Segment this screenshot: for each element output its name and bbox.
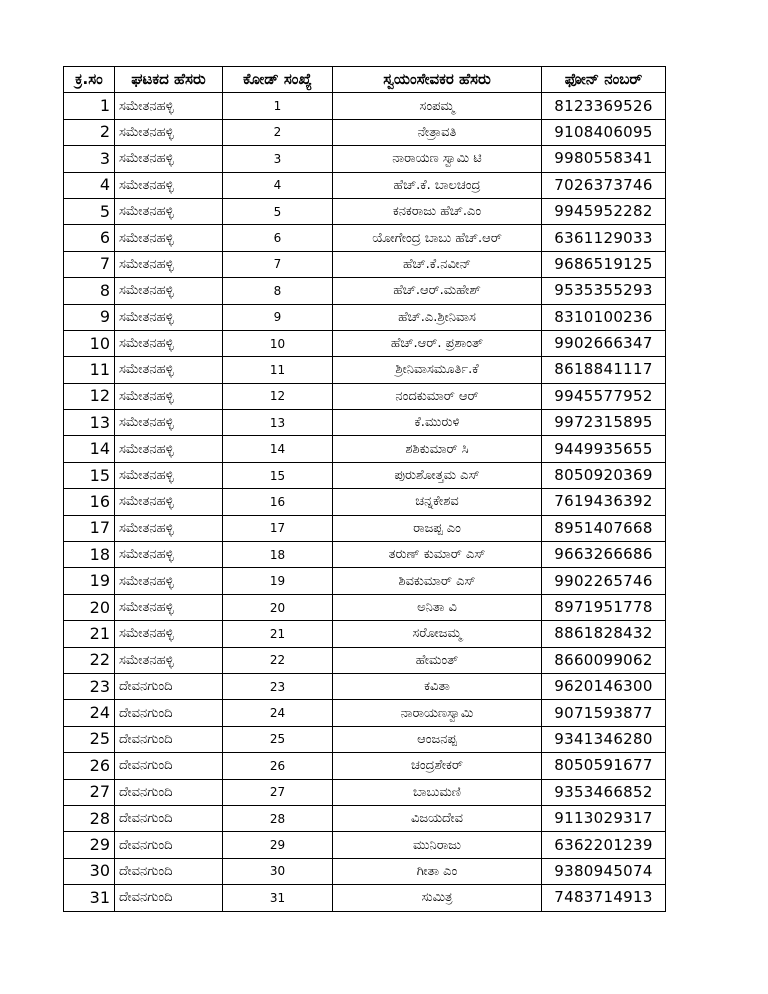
serial-number-cell: 29: [64, 832, 115, 858]
phone-number-cell: 9449935655: [542, 436, 666, 462]
phone-number-cell: 8123369526: [542, 93, 666, 119]
volunteer-name-cell: ವಿಜಯದೇವ: [333, 805, 542, 831]
volunteer-name-cell: ಅನಿತಾ ವಿ: [333, 594, 542, 620]
table-row: [64, 330, 666, 356]
volunteer-name-cell: ಬಾಬುಮಣಿ: [333, 779, 542, 805]
table-row: [64, 621, 666, 647]
code-number-cell: 28: [223, 805, 333, 831]
code-number-cell: 24: [223, 700, 333, 726]
table-row: [64, 885, 666, 911]
table-row: [64, 515, 666, 541]
table-row: [64, 673, 666, 699]
serial-number-cell: 5: [64, 198, 115, 224]
unit-name-cell: ಸಮೇತನಹಳ್ಳಿ: [115, 410, 223, 436]
code-number-cell: 11: [223, 357, 333, 383]
code-number-cell: 5: [223, 198, 333, 224]
unit-name-cell: ಸಮೇತನಹಳ್ಳಿ: [115, 330, 223, 356]
table-row: [64, 858, 666, 884]
table-row: [64, 278, 666, 304]
table-header-row: [64, 67, 666, 93]
code-number-cell: 8: [223, 278, 333, 304]
volunteer-name-cell: ಶ್ರೀನಿವಾಸಮೂರ್ತಿ.ಕೆ: [333, 357, 542, 383]
serial-number-cell: 8: [64, 278, 115, 304]
code-number-cell: 15: [223, 462, 333, 488]
unit-name-cell: ಸಮೇತನಹಳ್ಳಿ: [115, 119, 223, 145]
code-number-cell: 9: [223, 304, 333, 330]
phone-number-cell: 9972315895: [542, 410, 666, 436]
phone-number-cell: 8660099062: [542, 647, 666, 673]
table-row: [64, 119, 666, 145]
table-row: [64, 489, 666, 515]
table-row: [64, 251, 666, 277]
code-number-cell: 17: [223, 515, 333, 541]
serial-number-cell: 23: [64, 673, 115, 699]
serial-number-cell: 24: [64, 700, 115, 726]
header-serial-number: ಕ್ರ.ಸಂ: [64, 67, 115, 93]
volunteer-name-cell: ಚಂದ್ರಶೇಕರ್: [333, 753, 542, 779]
phone-number-cell: 9071593877: [542, 700, 666, 726]
table-row: [64, 304, 666, 330]
serial-number-cell: 6: [64, 225, 115, 251]
volunteer-name-cell: ಹೆಚ್.ಕೆ.ನವೀನ್: [333, 251, 542, 277]
phone-number-cell: 9902666347: [542, 330, 666, 356]
unit-name-cell: ದೇವನಗುಂದಿ: [115, 779, 223, 805]
header-code-number: ಕೋಡ್ ಸಂಖ್ಯೆ: [223, 67, 333, 93]
volunteer-name-cell: ಹೆಚ್.ಆರ್. ಪ್ರಶಾಂತ್: [333, 330, 542, 356]
phone-number-cell: 8050591677: [542, 753, 666, 779]
phone-number-cell: 7483714913: [542, 885, 666, 911]
serial-number-cell: 31: [64, 885, 115, 911]
volunteer-name-cell: ಹೆಚ್.ಎ.ಶ್ರೀನಿವಾಸ: [333, 304, 542, 330]
phone-number-cell: 8951407668: [542, 515, 666, 541]
volunteer-name-cell: ಆಂಜನಪ್ಪ: [333, 726, 542, 752]
volunteer-name-cell: ಹೇಮಂತ್: [333, 647, 542, 673]
code-number-cell: 4: [223, 172, 333, 198]
code-number-cell: 27: [223, 779, 333, 805]
phone-number-cell: 7026373746: [542, 172, 666, 198]
unit-name-cell: ಸಮೇತನಹಳ್ಳಿ: [115, 278, 223, 304]
volunteer-name-cell: ಕೆ.ಮುರುಳಿ: [333, 410, 542, 436]
table-row: [64, 225, 666, 251]
table-row: [64, 93, 666, 119]
unit-name-cell: ದೇವನಗುಂದಿ: [115, 726, 223, 752]
header-unit-name: ಘಟಕದ ಹೆಸರು: [115, 67, 223, 93]
code-number-cell: 16: [223, 489, 333, 515]
unit-name-cell: ಸಮೇತನಹಳ್ಳಿ: [115, 251, 223, 277]
table-row: [64, 172, 666, 198]
phone-number-cell: 8050920369: [542, 462, 666, 488]
serial-number-cell: 17: [64, 515, 115, 541]
phone-number-cell: 9945577952: [542, 383, 666, 409]
unit-name-cell: ಸಮೇತನಹಳ್ಳಿ: [115, 198, 223, 224]
code-number-cell: 23: [223, 673, 333, 699]
serial-number-cell: 9: [64, 304, 115, 330]
unit-name-cell: ಸಮೇತನಹಳ್ಳಿ: [115, 515, 223, 541]
serial-number-cell: 18: [64, 542, 115, 568]
phone-number-cell: 9686519125: [542, 251, 666, 277]
volunteer-name-cell: ಚನ್ನಕೇಶವ: [333, 489, 542, 515]
volunteer-name-cell: ನಂದಕುಮಾರ್ ಆರ್: [333, 383, 542, 409]
phone-number-cell: 9535355293: [542, 278, 666, 304]
code-number-cell: 10: [223, 330, 333, 356]
phone-number-cell: 8310100236: [542, 304, 666, 330]
serial-number-cell: 11: [64, 357, 115, 383]
code-number-cell: 30: [223, 858, 333, 884]
volunteer-name-cell: ಸರೋಜಮ್ಮ: [333, 621, 542, 647]
header-volunteer-name: ಸ್ವಯಂಸೇವಕರ ಹೆಸರು: [333, 67, 542, 93]
serial-number-cell: 30: [64, 858, 115, 884]
volunteer-name-cell: ನಾರಾಯಣ ಸ್ವಾಮಿ ಟಿ: [333, 146, 542, 172]
unit-name-cell: ಸಮೇತನಹಳ್ಳಿ: [115, 621, 223, 647]
phone-number-cell: 9945952282: [542, 198, 666, 224]
table-row: [64, 832, 666, 858]
unit-name-cell: ದೇವನಗುಂದಿ: [115, 700, 223, 726]
volunteer-name-cell: ಕನಕರಾಜು ಹೆಚ್.ಎಂ: [333, 198, 542, 224]
table-row: [64, 357, 666, 383]
unit-name-cell: ಸಮೇತನಹಳ್ಳಿ: [115, 304, 223, 330]
phone-number-cell: 9108406095: [542, 119, 666, 145]
phone-number-cell: 8618841117: [542, 357, 666, 383]
serial-number-cell: 3: [64, 146, 115, 172]
serial-number-cell: 1: [64, 93, 115, 119]
unit-name-cell: ಸಮೇತನಹಳ್ಳಿ: [115, 225, 223, 251]
serial-number-cell: 15: [64, 462, 115, 488]
volunteer-name-cell: ಮುನಿರಾಜು: [333, 832, 542, 858]
unit-name-cell: ಸಮೇತನಹಳ್ಳಿ: [115, 172, 223, 198]
serial-number-cell: 22: [64, 647, 115, 673]
volunteer-name-cell: ಹೆಚ್.ಆರ್.ಮಹೇಶ್: [333, 278, 542, 304]
code-number-cell: 13: [223, 410, 333, 436]
table-row: [64, 805, 666, 831]
code-number-cell: 2: [223, 119, 333, 145]
code-number-cell: 29: [223, 832, 333, 858]
serial-number-cell: 20: [64, 594, 115, 620]
phone-number-cell: 8971951778: [542, 594, 666, 620]
code-number-cell: 20: [223, 594, 333, 620]
code-number-cell: 6: [223, 225, 333, 251]
serial-number-cell: 21: [64, 621, 115, 647]
unit-name-cell: ಸಮೇತನಹಳ್ಳಿ: [115, 436, 223, 462]
code-number-cell: 3: [223, 146, 333, 172]
phone-number-cell: 9980558341: [542, 146, 666, 172]
unit-name-cell: ದೇವನಗುಂದಿ: [115, 885, 223, 911]
unit-name-cell: ದೇವನಗುಂದಿ: [115, 858, 223, 884]
code-number-cell: 26: [223, 753, 333, 779]
unit-name-cell: ಸಮೇತನಹಳ್ಳಿ: [115, 489, 223, 515]
serial-number-cell: 7: [64, 251, 115, 277]
unit-name-cell: ದೇವನಗುಂದಿ: [115, 832, 223, 858]
unit-name-cell: ಸಮೇತನಹಳ್ಳಿ: [115, 647, 223, 673]
volunteer-name-cell: ಪುರುಶೋತ್ತಮ ಎಸ್: [333, 462, 542, 488]
table-row: [64, 198, 666, 224]
code-number-cell: 7: [223, 251, 333, 277]
table-row: [64, 700, 666, 726]
code-number-cell: 1: [223, 93, 333, 119]
phone-number-cell: 9341346280: [542, 726, 666, 752]
code-number-cell: 12: [223, 383, 333, 409]
volunteer-table-page: [63, 66, 665, 912]
table-row: [64, 568, 666, 594]
unit-name-cell: ಸಮೇತನಹಳ್ಳಿ: [115, 383, 223, 409]
volunteer-name-cell: ಯೋಗೇಂದ್ರ ಬಾಬು ಹೆಚ್.ಆರ್: [333, 225, 542, 251]
serial-number-cell: 25: [64, 726, 115, 752]
volunteer-table: [63, 66, 666, 912]
serial-number-cell: 2: [64, 119, 115, 145]
code-number-cell: 18: [223, 542, 333, 568]
code-number-cell: 21: [223, 621, 333, 647]
header-phone-number: ಫೋನ್ ನಂಬರ್: [542, 67, 666, 93]
volunteer-name-cell: ಶಿವಕುಮಾರ್ ಎಸ್: [333, 568, 542, 594]
table-row: [64, 436, 666, 462]
volunteer-name-cell: ತರುಣ್ ಕುಮಾರ್ ಎಸ್: [333, 542, 542, 568]
phone-number-cell: 9113029317: [542, 805, 666, 831]
table-row: [64, 647, 666, 673]
phone-number-cell: 7619436392: [542, 489, 666, 515]
phone-number-cell: 9902265746: [542, 568, 666, 594]
table-row: [64, 146, 666, 172]
phone-number-cell: 9380945074: [542, 858, 666, 884]
phone-number-cell: 9663266686: [542, 542, 666, 568]
serial-number-cell: 12: [64, 383, 115, 409]
unit-name-cell: ಸಮೇತನಹಳ್ಳಿ: [115, 594, 223, 620]
serial-number-cell: 16: [64, 489, 115, 515]
unit-name-cell: ಸಮೇತನಹಳ್ಳಿ: [115, 462, 223, 488]
serial-number-cell: 28: [64, 805, 115, 831]
unit-name-cell: ಸಮೇತನಹಳ್ಳಿ: [115, 568, 223, 594]
code-number-cell: 31: [223, 885, 333, 911]
volunteer-name-cell: ನೇತ್ರಾವತಿ: [333, 119, 542, 145]
serial-number-cell: 26: [64, 753, 115, 779]
unit-name-cell: ದೇವನಗುಂದಿ: [115, 673, 223, 699]
unit-name-cell: ಸಮೇತನಹಳ್ಳಿ: [115, 357, 223, 383]
table-row: [64, 410, 666, 436]
volunteer-name-cell: ನಾರಾಯಣಸ್ವಾಮಿ: [333, 700, 542, 726]
code-number-cell: 25: [223, 726, 333, 752]
volunteer-name-cell: ಸಂಪಮ್ಮ: [333, 93, 542, 119]
unit-name-cell: ಸಮೇತನಹಳ್ಳಿ: [115, 93, 223, 119]
volunteer-name-cell: ಸುಮಿತ್ರ: [333, 885, 542, 911]
table-row: [64, 753, 666, 779]
phone-number-cell: 9620146300: [542, 673, 666, 699]
volunteer-name-cell: ಗೀತಾ ಎಂ: [333, 858, 542, 884]
phone-number-cell: 6361129033: [542, 225, 666, 251]
volunteer-name-cell: ಶಶಿಕುಮಾರ್ ಸಿ: [333, 436, 542, 462]
unit-name-cell: ಸಮೇತನಹಳ್ಳಿ: [115, 146, 223, 172]
phone-number-cell: 6362201239: [542, 832, 666, 858]
table-row: [64, 462, 666, 488]
phone-number-cell: 9353466852: [542, 779, 666, 805]
serial-number-cell: 10: [64, 330, 115, 356]
table-row: [64, 383, 666, 409]
serial-number-cell: 13: [64, 410, 115, 436]
table-row: [64, 726, 666, 752]
table-row: [64, 542, 666, 568]
serial-number-cell: 4: [64, 172, 115, 198]
phone-number-cell: 8861828432: [542, 621, 666, 647]
table-row: [64, 779, 666, 805]
code-number-cell: 19: [223, 568, 333, 594]
serial-number-cell: 19: [64, 568, 115, 594]
volunteer-name-cell: ರಾಜಪ್ಪ ಎಂ: [333, 515, 542, 541]
unit-name-cell: ದೇವನಗುಂದಿ: [115, 805, 223, 831]
unit-name-cell: ಸಮೇತನಹಳ್ಳಿ: [115, 542, 223, 568]
unit-name-cell: ದೇವನಗುಂದಿ: [115, 753, 223, 779]
serial-number-cell: 27: [64, 779, 115, 805]
table-body: [64, 93, 666, 911]
volunteer-name-cell: ಕವಿತಾ: [333, 673, 542, 699]
code-number-cell: 22: [223, 647, 333, 673]
code-number-cell: 14: [223, 436, 333, 462]
serial-number-cell: 14: [64, 436, 115, 462]
table-row: [64, 594, 666, 620]
volunteer-name-cell: ಹೆಚ್.ಕೆ. ಬಾಲಚಂದ್ರ: [333, 172, 542, 198]
